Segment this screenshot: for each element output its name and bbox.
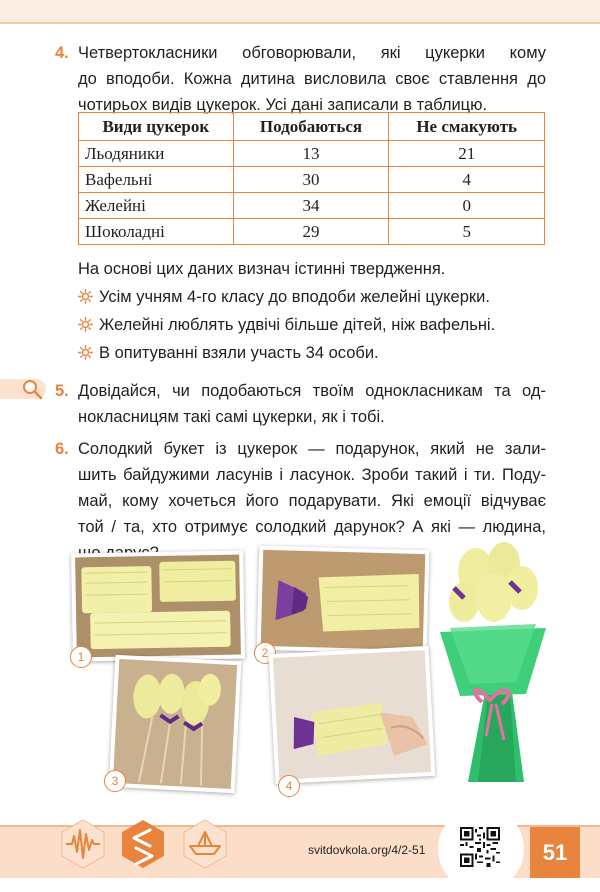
table-cell: 30 [233, 167, 389, 193]
qr-code-icon[interactable] [460, 827, 500, 867]
statement-text: Желейні люблять удвічі більше дітей, ніж вафельні. [99, 316, 496, 334]
task-6-line-3: май, кому хочеться його подарувати. Які емоції відчуває [78, 492, 546, 510]
task-5-line-2: нокласницям такі самі цукерки, як і тобі. [78, 408, 385, 426]
crepe-paper-illustration [71, 551, 245, 662]
task-4-text [78, 40, 546, 118]
task-4-prompt: На основі цих даних визнач істинні твердження. [78, 260, 446, 278]
task-5-number: 5. [55, 382, 69, 400]
table-cell: Желейні [79, 193, 234, 219]
sun-bullet-icon [78, 345, 93, 360]
table-header-cell: Подобаються [233, 113, 389, 141]
table-row [79, 141, 545, 167]
table-cell: 0 [389, 193, 545, 219]
sound-wave-icon [58, 818, 108, 868]
task-4-number: 4. [55, 44, 69, 62]
table-cell: Льодяники [79, 141, 234, 167]
statement-item [78, 316, 495, 335]
sun-bullet-icon [78, 289, 93, 304]
footer-link[interactable]: svitdovkola.org/4/2-51 [308, 843, 426, 857]
sun-bullet-icon [78, 317, 93, 332]
task-6-line-1: Солодкий букет із цукерок — подарунок, який не зали- [78, 440, 546, 458]
photo-hand-holding-candy [269, 646, 436, 784]
compare-icon [118, 818, 168, 868]
photo-crepe-paper-strips [71, 551, 245, 662]
photo-label-3: 3 [104, 770, 126, 792]
loupe-icon [0, 376, 50, 402]
table-cell: 34 [233, 193, 389, 219]
table-cell: 13 [233, 141, 389, 167]
candy-table [78, 112, 545, 245]
table-row [79, 167, 545, 193]
candy-bouquet-illustration [430, 532, 556, 790]
task-4-line-3: чотирьох видів цукерок. Усі дані записали в таблицю. [78, 96, 488, 114]
table-header-cell: Види цукерок [79, 113, 234, 141]
header-divider [0, 22, 600, 24]
table-cell: 29 [233, 219, 389, 245]
table-header-cell: Не смакують [389, 113, 545, 141]
task-4-line-2: до вподоби. Кожна дитина висловила своє ставлення до [78, 70, 546, 88]
statement-item [78, 288, 490, 307]
statement-text: Усім учням 4-го класу до вподоби желейні цукерки. [99, 288, 490, 306]
statement-item [78, 344, 379, 363]
table-cell: Вафельні [79, 167, 234, 193]
photo-label-1: 1 [70, 646, 92, 668]
photo-label-2: 2 [254, 642, 276, 664]
table-cell: 5 [389, 219, 545, 245]
task-6-line-2: шить байдужими ласунів і ласунок. Зроби такий і ти. Поду- [78, 466, 546, 484]
task-6-number: 6. [55, 440, 69, 458]
task-5-text [78, 378, 546, 430]
paper-boat-icon [180, 818, 230, 868]
table-cell: Шоколадні [79, 219, 234, 245]
page-header-band [0, 0, 600, 22]
page-number: 51 [530, 827, 580, 878]
hand-candy-illustration [269, 646, 436, 784]
table-cell: 4 [389, 167, 545, 193]
table-header-row [79, 113, 545, 141]
task-6-line-4: той / та, хто отримує солодкий дарунок? А які — людина, [78, 518, 546, 536]
task-4-line-1: Четвертокласники обговорювали, які цукерки кому [78, 44, 546, 62]
table-row [79, 193, 545, 219]
table-row [79, 219, 545, 245]
wrapped-candy-illustration [257, 546, 430, 654]
photo-candies-on-skewers [109, 655, 242, 793]
statement-text: В опитуванні взяли участь 34 особи. [99, 344, 379, 362]
table-cell: 21 [389, 141, 545, 167]
photo-label-4: 4 [278, 775, 300, 797]
photo-wrapped-candy [257, 546, 430, 654]
task-5-line-1: Довідайся, чи подобаються твоїм однокласникам та од- [78, 382, 546, 400]
candy-skewers-illustration [109, 655, 242, 793]
